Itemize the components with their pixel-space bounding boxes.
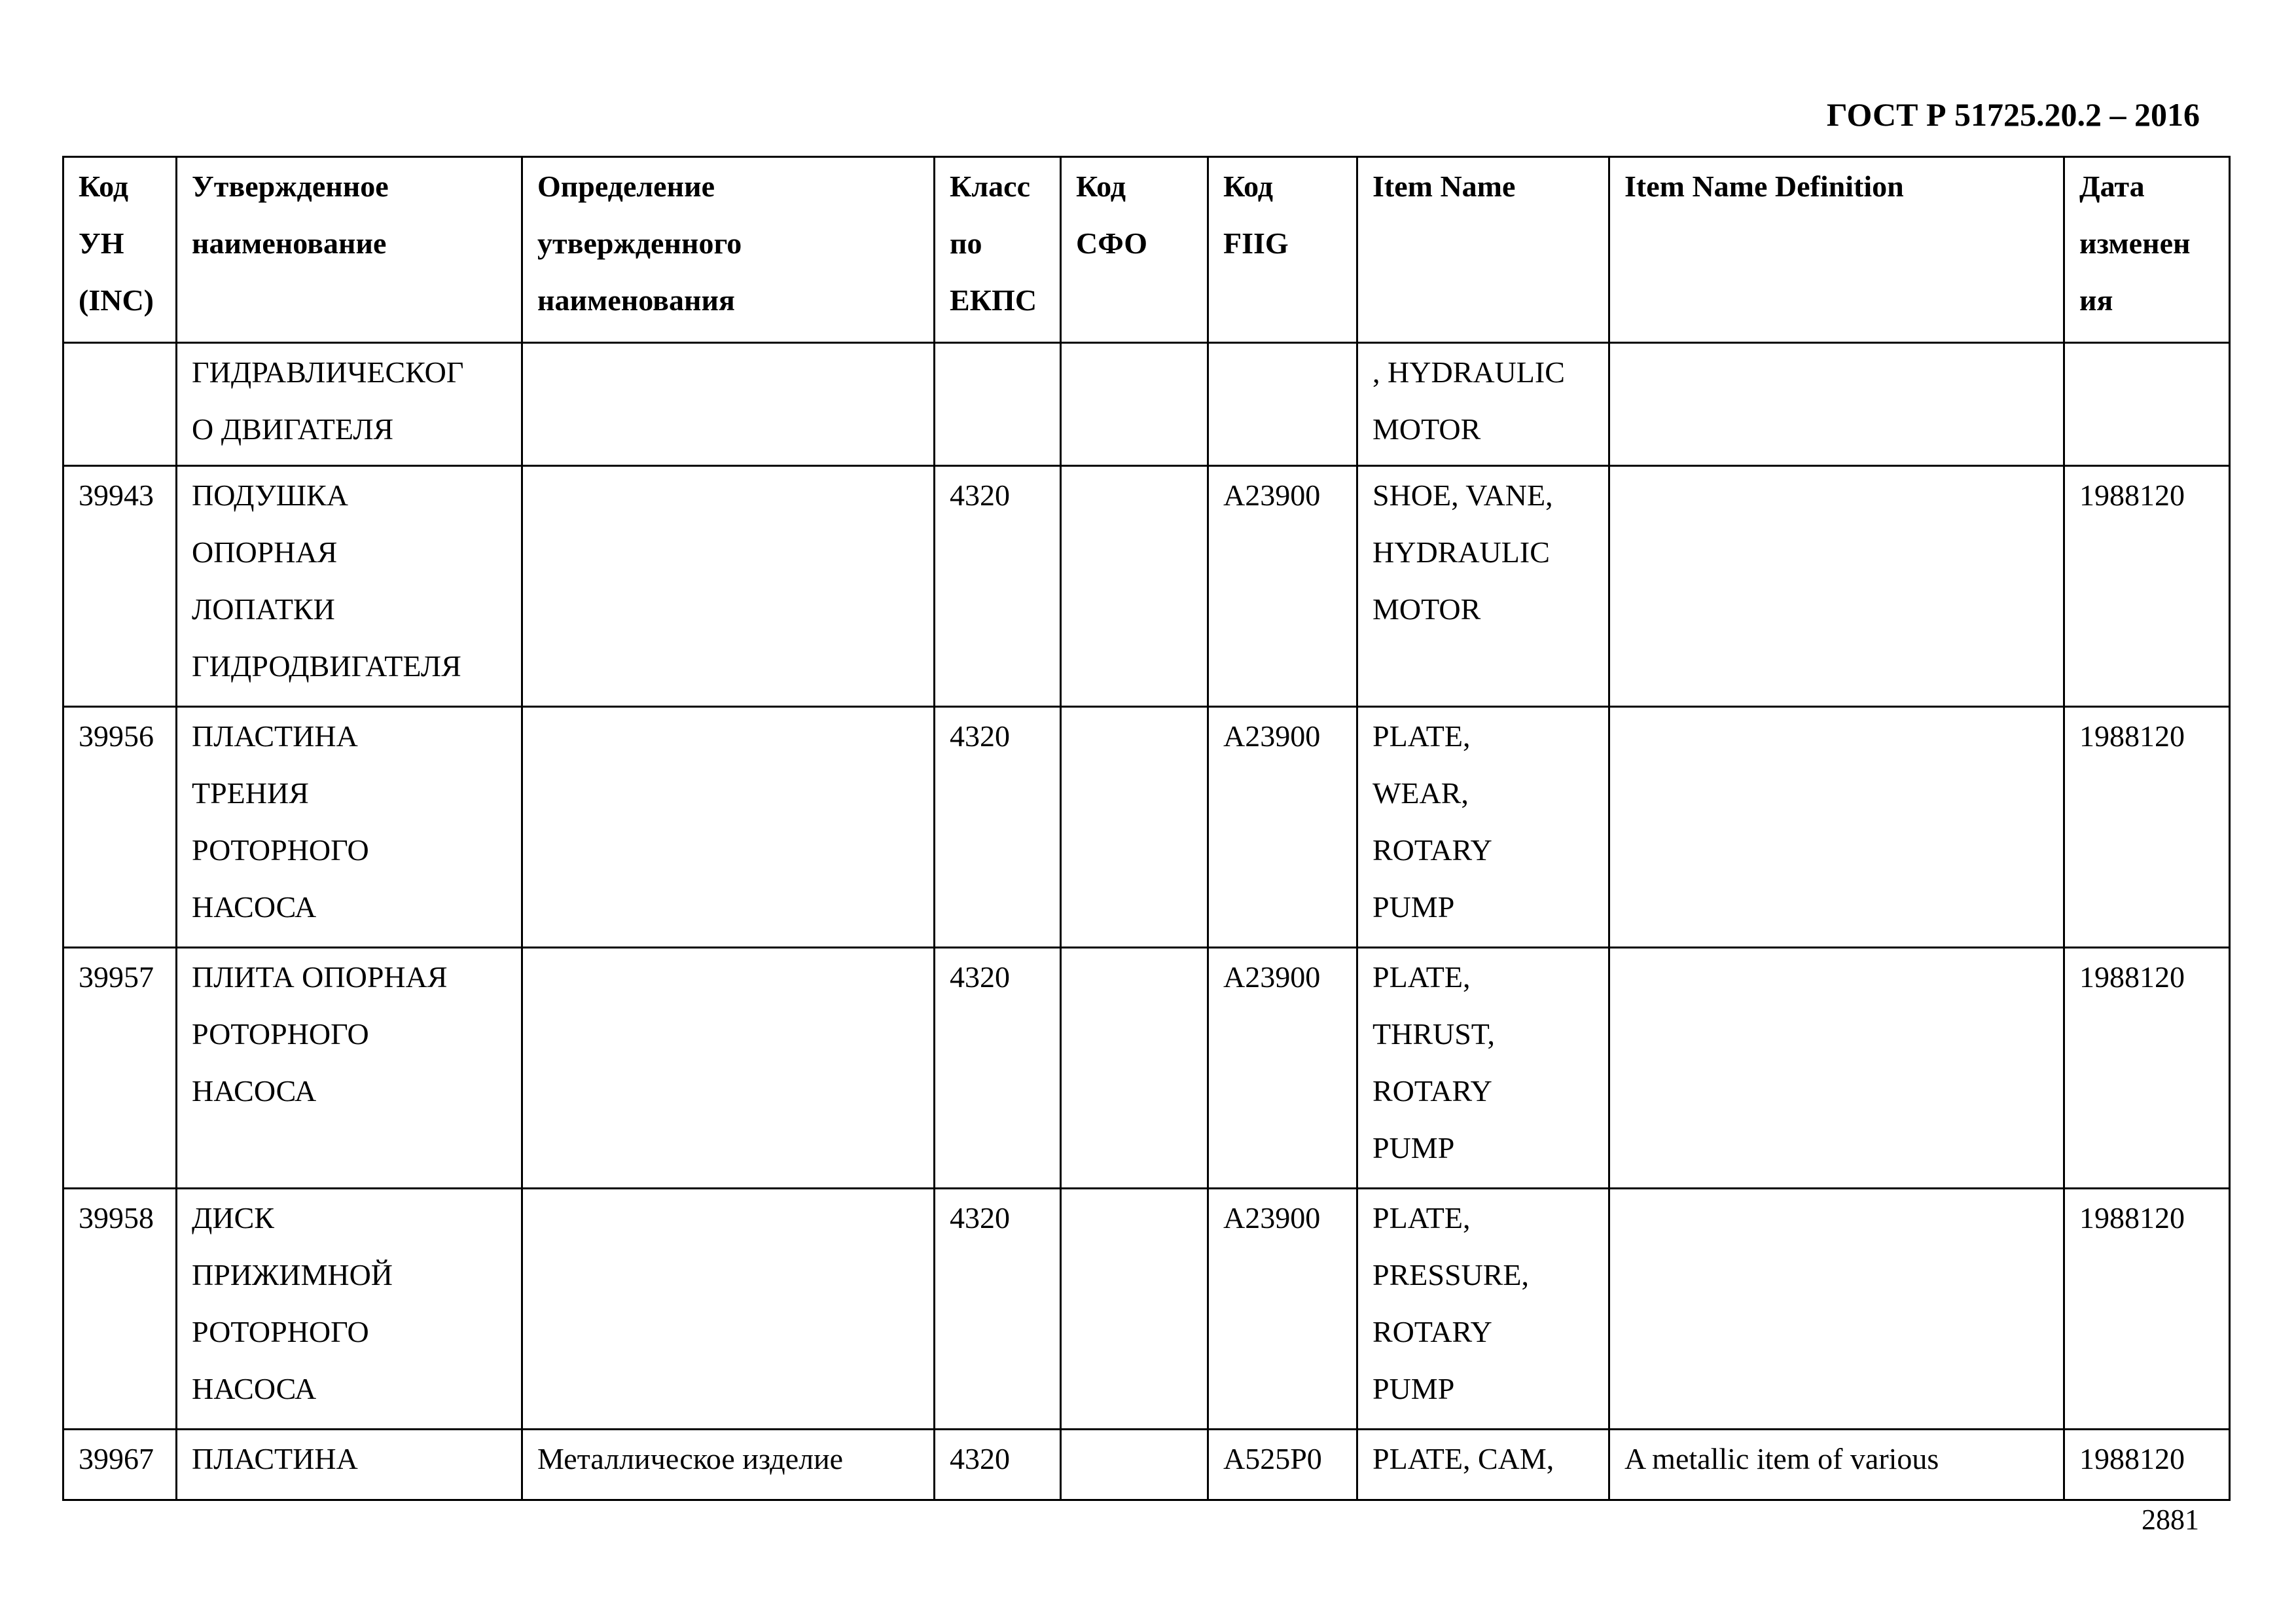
table-row [63,707,2230,948]
cell-item-name-definition [1609,707,2064,948]
cell-fiig-code: A23900 [1208,1189,1357,1430]
cell-approved-name: ГИДРАВЛИЧЕСКОГ О ДВИГАТЕЛЯ [177,343,522,466]
cell-change-date: 1988120 [2064,1430,2230,1500]
cell-sfo-code [1061,466,1208,707]
inc-table [62,156,2231,1501]
cell-item-name: PLATE, WEAR, ROTARY PUMP [1357,707,1609,948]
cell-item-name-definition [1609,948,2064,1189]
cell-item-name-definition [1609,466,2064,707]
cell-ekps-class: 4320 [935,1189,1061,1430]
cell-item-name-definition: A metallic item of various [1609,1430,2064,1500]
cell-fiig-code: A525P0 [1208,1430,1357,1500]
cell-inc: 39957 [63,948,177,1189]
cell-item-name: PLATE, CAM, [1357,1430,1609,1500]
cell-fiig-code: A23900 [1208,948,1357,1189]
cell-inc: 39943 [63,466,177,707]
cell-sfo-code [1061,948,1208,1189]
cell-change-date: 1988120 [2064,1189,2230,1430]
cell-fiig-code: A23900 [1208,707,1357,948]
table-row [63,1189,2230,1430]
cell-definition [522,343,935,466]
column-header-inc: Код УН (INC) [63,157,177,343]
column-header-ekps-class: Класс по ЕКПС [935,157,1061,343]
table-row [63,466,2230,707]
cell-approved-name: ДИСК ПРИЖИМНОЙ РОТОРНОГО НАСОСА [177,1189,522,1430]
cell-item-name: PLATE, THRUST, ROTARY PUMP [1357,948,1609,1189]
cell-item-name-definition [1609,1189,2064,1430]
cell-inc [63,343,177,466]
cell-item-name-definition [1609,343,2064,466]
cell-inc: 39958 [63,1189,177,1430]
cell-ekps-class [935,343,1061,466]
cell-ekps-class: 4320 [935,1430,1061,1500]
table-row [63,343,2230,466]
cell-change-date: 1988120 [2064,466,2230,707]
column-header-approved-name-definition: Определение утвержденного наименования [522,157,935,343]
column-header-sfo-code: Код СФО [1061,157,1208,343]
cell-item-name: PLATE, PRESSURE, ROTARY PUMP [1357,1189,1609,1430]
cell-approved-name: ПЛИТА ОПОРНАЯ РОТОРНОГО НАСОСА [177,948,522,1189]
cell-inc: 39956 [63,707,177,948]
cell-approved-name: ПЛАСТИНА ТРЕНИЯ РОТОРНОГО НАСОСА [177,707,522,948]
table-row [63,948,2230,1189]
cell-inc: 39967 [63,1430,177,1500]
column-header-item-name: Item Name [1357,157,1609,343]
cell-fiig-code [1208,343,1357,466]
cell-definition [522,707,935,948]
cell-item-name: , HYDRAULIC MOTOR [1357,343,1609,466]
cell-change-date [2064,343,2230,466]
cell-sfo-code [1061,343,1208,466]
cell-change-date: 1988120 [2064,707,2230,948]
column-header-fiig-code: Код FIIG [1208,157,1357,343]
table-header-row [63,157,2230,343]
cell-definition [522,1189,935,1430]
column-header-change-date: Дата изменен ия [2064,157,2230,343]
cell-approved-name: ПЛАСТИНА [177,1430,522,1500]
cell-sfo-code [1061,1189,1208,1430]
column-header-item-name-definition: Item Name Definition [1609,157,2064,343]
cell-sfo-code [1061,1430,1208,1500]
cell-ekps-class: 4320 [935,948,1061,1189]
cell-definition [522,466,935,707]
cell-sfo-code [1061,707,1208,948]
cell-change-date: 1988120 [2064,948,2230,1189]
cell-fiig-code: A23900 [1208,466,1357,707]
cell-approved-name: ПОДУШКА ОПОРНАЯ ЛОПАТКИ ГИДРОДВИГАТЕЛЯ [177,466,522,707]
column-header-approved-name: Утвержденное наименование [177,157,522,343]
page-number: 2881 [2142,1504,2199,1536]
cell-item-name: SHOE, VANE, HYDRAULIC MOTOR [1357,466,1609,707]
cell-definition: Металлическое изделие [522,1430,935,1500]
document-header: ГОСТ Р 51725.20.2 – 2016 [1826,96,2200,133]
cell-definition [522,948,935,1189]
cell-ekps-class: 4320 [935,466,1061,707]
cell-ekps-class: 4320 [935,707,1061,948]
table-row [63,1430,2230,1500]
